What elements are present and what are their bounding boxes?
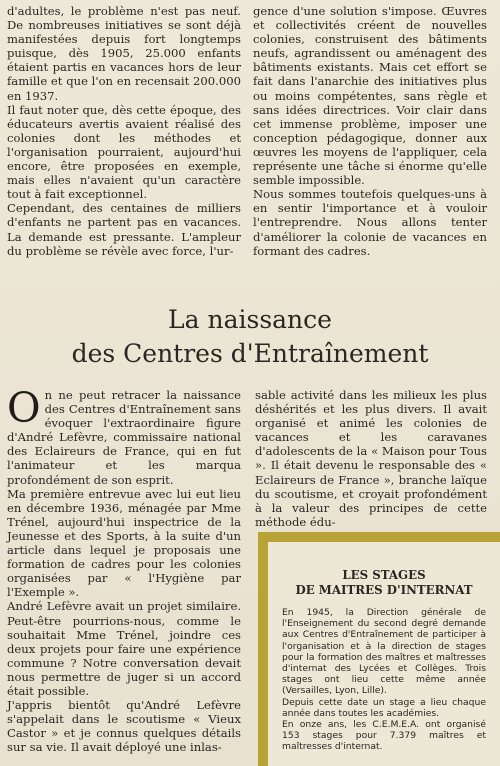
top-right-column [253,4,487,258]
sidebar-paragraph: Depuis cette date un stage a lieu chaque année dans toutes les académies. [282,696,486,719]
top-left-column [7,4,241,258]
paragraph: sable activité dans les milieux les plus déshérités et les plus divers. Il avait organisé et animé les colonies de vacances et les caravanes d'adolescents de la « Maison pour Tous ». Il était devenu le responsable des « Eclaireurs de France », branche laïque du scoutisme, et croyait profondément à la valeur des principes de cette méthode édu- [255,388,487,529]
paragraph: Il faut noter que, dès cette époque, des éducateurs avertis avaient réalisé des colonies dont les méthodes et l'organisation pourraient, aujourd'hui encore, être proposées en exemple, mais elles n'avaient qu'un caractère tout à fait exceptionnel. [7,102,241,202]
title-line-1: La naissance [168,305,332,334]
paragraph: J'appris bientôt qu'André Lefèvre s'appelait dans le scoutisme « Vieux Castor » et je connus quelques détails sur sa vie. Il avait déployé une inlas- [7,698,241,755]
sidebar-paragraph: En 1945, la Direction générale de l'Enseignement du second degré demande aux Centres d'Entraînement de participer à l'organisation et à la direction de stages pour la formation des maîtres et maîtresses d'internat des Lycées et Collèges. Trois stages ont lieu cette même année (Versailles, Lyon, Lille). [282,607,486,697]
sidebar-title-line-2: DE MAITRES D'INTERNAT [295,583,473,597]
paragraph: Ma première entrevue avec lui eut lieu en décembre 1936, ménagée par Mme Trénel, aujourd'hui inspectrice de la Jeunesse et des Sports, à la suite d'un article dans lequel je proposais une formation de cadres pour les colonies organisées par « l'Hygiène par l'Exemple ». [7,486,241,600]
paragraph: d'adultes, le problème n'est pas neuf. De nombreuses initiatives se sont déjà manifestées depuis fort longtemps puisque, dès 1905, 25.000 enfants étaient partis en vacances hors de leur famille et que l'on en recensait 200.000 en 1937. [7,4,241,103]
drop-cap: O [7,384,41,432]
sidebar-box-title [268,542,500,598]
sidebar-title-line-1: LES STAGES [342,568,426,582]
body-left-column [7,384,241,755]
sidebar-box [258,532,500,766]
sidebar-box-body [268,598,500,753]
sidebar-box-inner [268,542,500,766]
paragraph: gence d'une solution s'impose. Œuvres et collectivités créent de nouvelles colonies, construisent des bâtiments neufs, agrandissent ou aménagent des bâtiments existants. Mais cet effort se fait dans l'anarchie des initiatives plus ou moins compétentes, sans règle et sans idées directrices. Voir clair dans cet immense problème, imposer une conception pédagogique, donner aux œuvres les moyens de l'appliquer, cela représente une tâche si énorme qu'elle semble impossible. [253,4,487,188]
title-line-2: des Centres d'Entraînement [71,339,429,368]
body-right-column [255,388,487,529]
paragraph [7,384,241,487]
paragraph-text: n ne peut retracer la naissance des Centres d'Entraînement sans évoquer l'extraordinaire figure d'André Lefèvre, commissaire national des Eclaireurs de France, qui en fut l'animateur et les marqua profondément de son esprit. [7,388,241,487]
sidebar-paragraph: En onze ans, les C.E.M.E.A. ont organisé 153 stages pour 7.379 maîtres et maîtresses d'internat. [282,719,486,753]
section-title [0,303,500,371]
paragraph: Nous sommes toutefois quelques-uns à en sentir l'importance et à vouloir l'entreprendre. Nous allons tenter d'améliorer la colonie de vacances en formant des cadres. [253,187,487,258]
paragraph: Cependant, des centaines de milliers d'enfants ne partent pas en vacances. La demande est pressante. L'ampleur du problème se révèle avec force, l'ur- [7,201,241,258]
paragraph: André Lefèvre avait un projet similaire. Peut-être pourrions-nous, comme le souhaitait Mme Trénel, joindre ces deux projets pour faire une expérience commune ? Notre conversation devait nous permettre de juger si un accord était possible. [7,599,241,698]
